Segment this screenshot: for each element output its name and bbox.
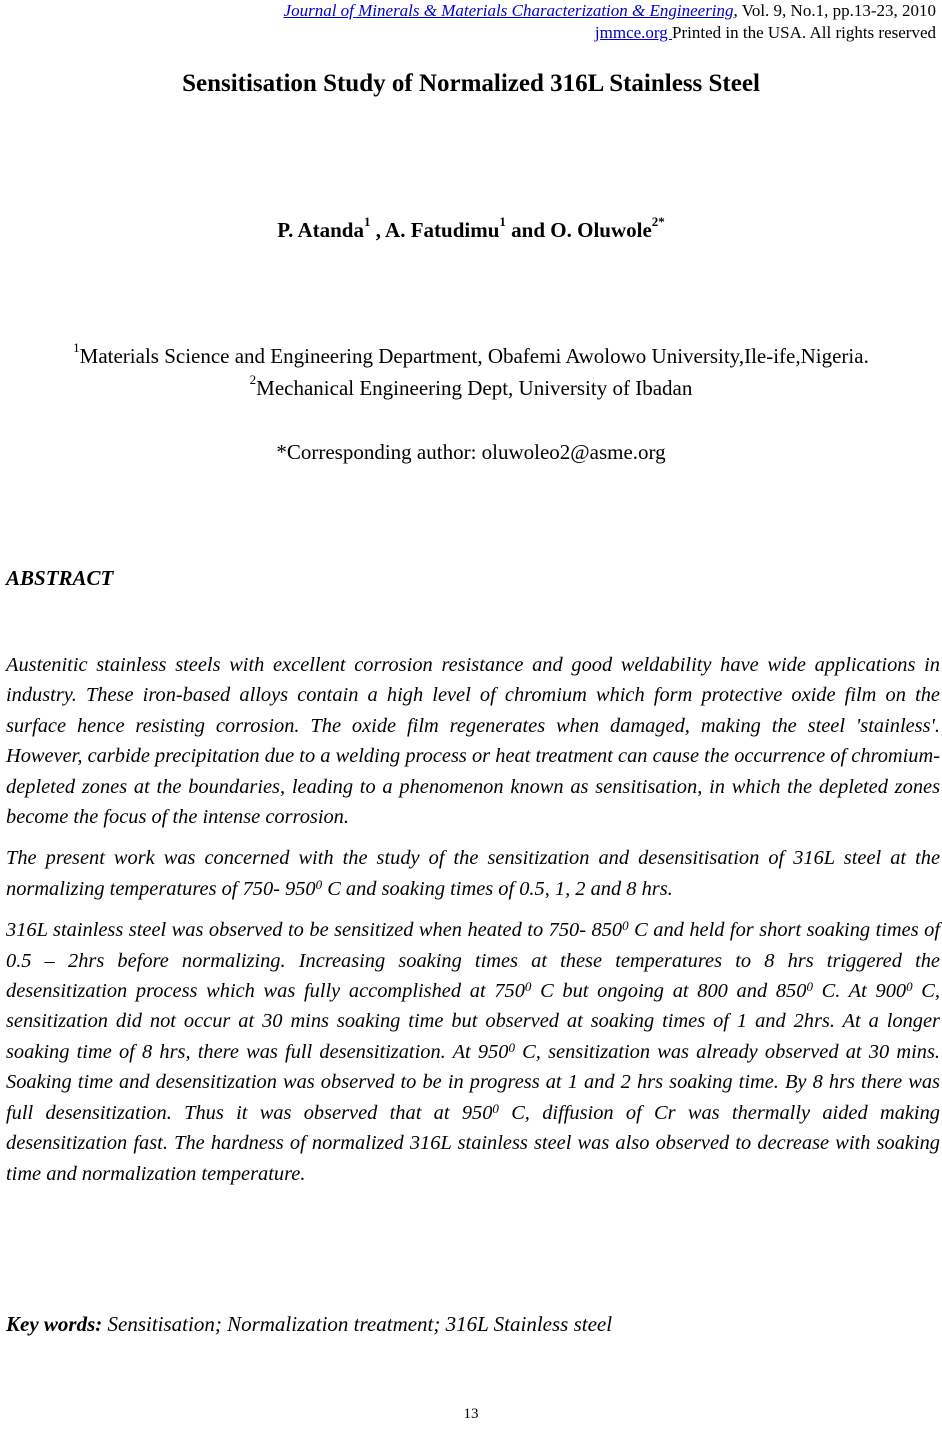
abstract-text: C. At 900 bbox=[812, 980, 907, 1003]
corresponding-author: *Corresponding author: oluwoleo2@asme.org bbox=[276, 440, 666, 464]
author-affiliation-mark: 2* bbox=[651, 214, 665, 229]
abstract-text: C and soaking times of 0.5, 1, 2 and 8 hrs. bbox=[322, 877, 673, 900]
keywords bbox=[6, 1312, 612, 1337]
author-affiliation-mark: 1 bbox=[363, 214, 371, 229]
abstract-paragraph: Austenitic stainless steels with excellent corrosion resistance and good weldability have wide applications in industry. These iron-based alloys contain a high level of chromium which form protective oxide film on the surface hence resisting corrosion. The oxide film regenerates when damaged, making the steel 'stainless'. However, carbide precipitation due to a welding process or heat treatment can cause the occurrence of chromium-depleted zones at the boundaries, leading to a phenomenon known as sensitisation, in which the depleted zones become the focus of the intense corrosion. bbox=[6, 654, 940, 829]
degree-superscript: 0 bbox=[492, 1100, 499, 1116]
abstract-heading: ABSTRACT bbox=[6, 566, 114, 590]
degree-superscript: 0 bbox=[524, 979, 532, 995]
affiliation bbox=[0, 372, 942, 401]
degree-superscript: 0 bbox=[508, 1039, 515, 1055]
abstract-text: C, diffusion of Cr was thermally aided making desensitization fast. The hardness of normalized 316L stainless steel was also observed to decrease with soaking time and normalization temperature. bbox=[6, 1101, 940, 1185]
abstract-text: C, sensitization did not occur at 30 mins soaking time but observed at soaking times of 1 and 2hrs. At a longer soaking time of 8 hrs, there was full desensitization. At 950 bbox=[6, 980, 940, 1063]
degree-superscript: 0 bbox=[622, 918, 629, 934]
journal-citation-line bbox=[284, 0, 936, 22]
author-name: P. Atanda bbox=[277, 218, 364, 242]
paper-title: Sensitisation Study of Normalized 316L Stainless Steel bbox=[182, 70, 760, 97]
abstract-text: 316L stainless steel was observed to be sensitized when heated to 750- 850 bbox=[6, 919, 623, 942]
affiliation-text: Mechanical Engineering Dept, University of Ibadan bbox=[256, 376, 693, 400]
site-rights-line bbox=[284, 22, 936, 44]
author-affiliation-mark: 1 bbox=[499, 214, 506, 229]
journal-link[interactable]: Journal of Minerals & Materials Characterization & Engineering bbox=[283, 1, 734, 20]
abstract-paragraph bbox=[6, 915, 940, 1189]
author-name: , A. Fatudimu bbox=[370, 218, 500, 242]
author-name: and O. Oluwole bbox=[505, 218, 652, 242]
volume-info: , Vol. 9, No.1, pp.13-23, 2010 bbox=[733, 1, 936, 20]
journal-header bbox=[284, 0, 936, 44]
author-list bbox=[0, 214, 942, 243]
abstract-text: The present work was concerned with the study of the sensitization and desensitisation of 316L steel at the normalizing temperatures of 750- 950 bbox=[6, 847, 940, 900]
page-number: 13 bbox=[463, 1406, 479, 1422]
affiliation-mark: 1 bbox=[73, 340, 80, 355]
abstract-body bbox=[6, 650, 940, 1200]
rights-text: Printed in the USA. All rights reserved bbox=[672, 23, 936, 42]
degree-superscript: 0 bbox=[806, 979, 813, 995]
affiliation-text: Materials Science and Engineering Department, Obafemi Awolowo University,Ile-ife,Nigeria. bbox=[79, 344, 869, 368]
abstract-text: C but ongoing at 800 and 850 bbox=[531, 980, 807, 1003]
keywords-label: Key words: bbox=[6, 1312, 103, 1336]
site-link[interactable]: jmmce.org bbox=[594, 23, 673, 42]
abstract-text: C, sensitization was already observed at 30 mins. Soaking time and desensitization was observed to be in progress at 1 and 2 hrs soaking time. By 8 hrs there was full desensitization. Thus it was observed that at 950 bbox=[6, 1040, 940, 1124]
affiliation-mark: 2 bbox=[249, 372, 257, 387]
abstract-paragraph bbox=[6, 843, 940, 904]
degree-superscript: 0 bbox=[315, 876, 323, 892]
keywords-text: Sensitisation; Normalization treatment; 316L Stainless steel bbox=[102, 1312, 613, 1336]
abstract-text: C and held for short soaking times of 0.5 – 2hrs before normalizing. Increasing soaking times at these temperatures to 8 hrs triggered the desensitization process which was fully accomplished at 750 bbox=[6, 919, 940, 1003]
affiliation bbox=[0, 340, 942, 369]
degree-superscript: 0 bbox=[906, 979, 913, 995]
